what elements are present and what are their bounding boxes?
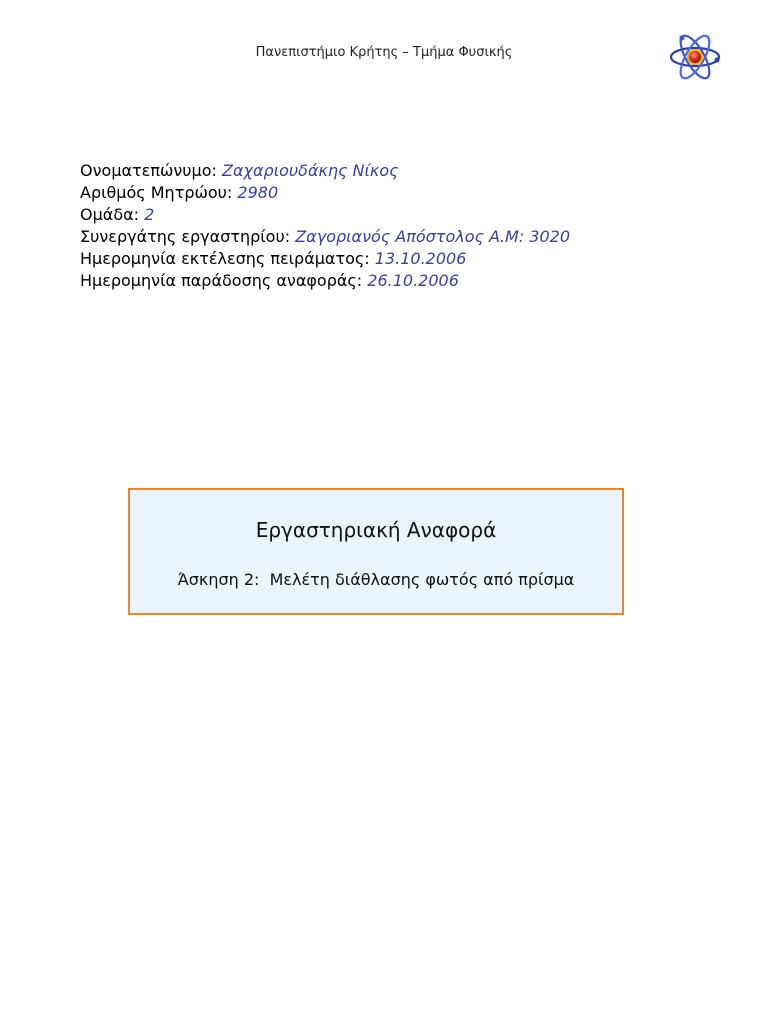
info-row-exp-date [80, 248, 720, 270]
info-row-group [80, 204, 720, 226]
partner-value: Ζαγοριανός Απόστολος Α.Μ: [295, 227, 525, 246]
group-label: Ομάδα: [80, 205, 140, 224]
exp-date-label: Ημερομηνία εκτέλεσης πειράματος: [80, 249, 370, 268]
name-value: Ζαχαριουδάκης Νίκος [222, 161, 399, 180]
info-row-name [80, 160, 720, 182]
report-title: Εργαστηριακή Αναφορά [255, 518, 497, 542]
id-label: Αριθμός Μητρώου: [80, 183, 233, 202]
info-row-sub-date [80, 270, 720, 292]
sub-date-value: 26.10.2006 [367, 271, 459, 290]
sub-date-label: Ημερομηνία παράδοσης αναφοράς: [80, 271, 363, 290]
partner-label: Συνεργάτης εργαστηρίου: [80, 227, 291, 246]
group-value: 2 [144, 205, 155, 224]
report-title-box [128, 488, 624, 615]
partner-id-value: 3020 [529, 227, 571, 246]
info-row-partner [80, 226, 720, 248]
id-value: 2980 [237, 183, 279, 202]
student-info [80, 160, 720, 292]
info-row-id [80, 182, 720, 204]
atom-icon [668, 30, 722, 84]
name-label: Ονοματεπώνυμο: [80, 161, 217, 180]
page-header: Πανεπιστήμιο Κρήτης – Τμήμα Φυσικής [255, 45, 513, 60]
report-subtitle: Άσκηση 2: Μελέτη διάθλασης φωτός από πρίσμα [177, 570, 575, 589]
exp-date-value: 13.10.2006 [374, 249, 467, 268]
